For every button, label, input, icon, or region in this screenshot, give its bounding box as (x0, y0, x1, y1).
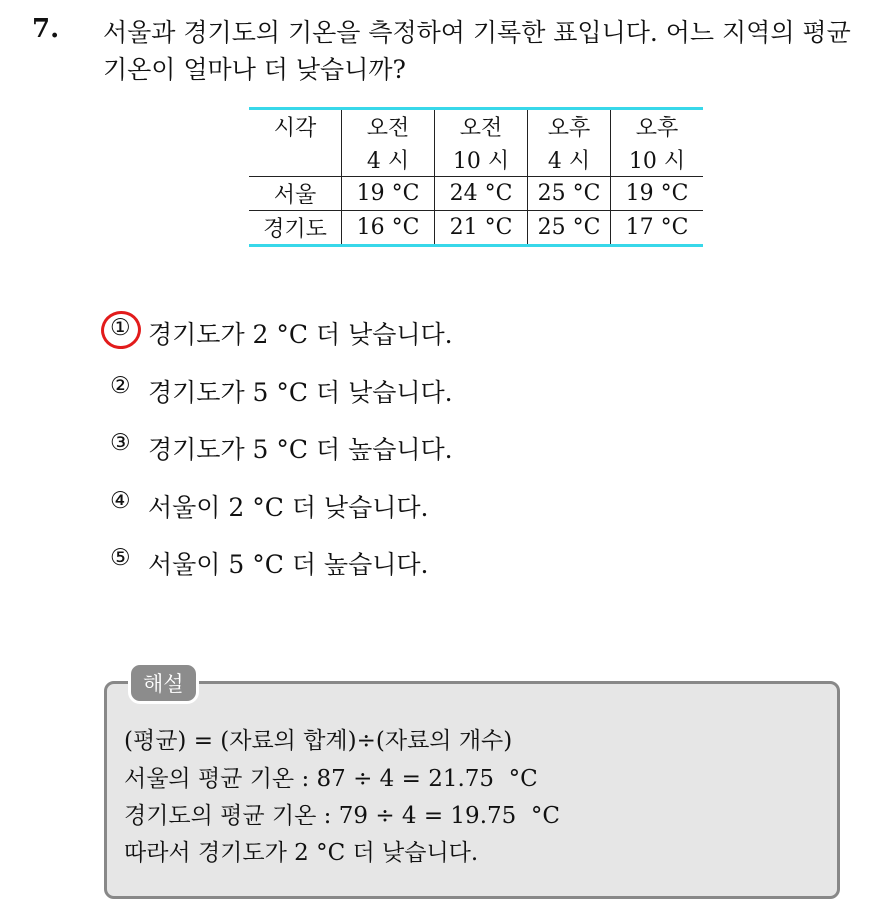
option-mark: ⑤ (110, 545, 131, 571)
table-row (249, 211, 703, 246)
explanation-line-3: 경기도의 평균 기온 : 79 ÷ 4 = 19.75 °C (124, 803, 560, 829)
table-cell: 19 °C (611, 177, 704, 211)
question-line-2: 기온이 얼마나 더 낮습니까? (103, 55, 406, 84)
temperature-table (249, 107, 703, 247)
answer-options (110, 315, 453, 603)
option-mark: ④ (110, 487, 131, 514)
explanation-line-2: 서울의 평균 기온 : 87 ÷ 4 = 21.75 °C (124, 766, 538, 792)
row-label: 서울 (249, 177, 342, 211)
header-cell: 10 시 (611, 143, 704, 177)
answer-option-3[interactable] (110, 430, 453, 488)
question-line-1: 서울과 경기도의 기온을 측정하여 기록한 표입니다. 어느 지역의 평균 (103, 18, 851, 47)
option-mark: ② (110, 372, 131, 399)
option-text: 서울이 5 °C 더 높습니다. (148, 550, 429, 579)
explanation-line-1: (평균) = (자료의 합계)÷(자료의 개수) (124, 728, 513, 754)
header-cell: 4 시 (342, 143, 435, 177)
table-row (249, 177, 703, 211)
header-cell: 4 시 (528, 143, 611, 177)
table-cell: 17 °C (611, 211, 704, 246)
header-cell: 오후 (528, 109, 611, 144)
header-cell: 오전 (342, 109, 435, 144)
explanation-tag: 해설 (128, 662, 199, 704)
option-text: 서울이 2 °C 더 낮습니다. (148, 492, 429, 522)
header-cell (249, 143, 342, 177)
header-cell: 시각 (273, 116, 317, 141)
option-text: 경기도가 5 °C 더 낮습니다. (148, 377, 453, 407)
header-cell: 10 시 (435, 143, 528, 177)
answer-option-1[interactable] (110, 315, 453, 373)
table-cell: 16 °C (342, 211, 435, 246)
question-text (103, 14, 873, 88)
table-cell: 25 °C (528, 177, 611, 211)
header-cell: 오전 (435, 109, 528, 144)
table-cell: 24 °C (435, 177, 528, 211)
table-header-row-top (249, 109, 703, 144)
table-cell: 21 °C (435, 211, 528, 246)
table-cell: 19 °C (342, 177, 435, 211)
question-number: 7. (32, 14, 60, 44)
option-text: 경기도가 2 °C 더 낮습니다. (148, 320, 453, 349)
answer-option-2[interactable] (110, 373, 453, 431)
answer-option-5[interactable] (110, 545, 453, 603)
option-text: 경기도가 5 °C 더 높습니다. (148, 435, 453, 464)
header-cell: 오후 (611, 109, 704, 144)
table-header-row-bottom (249, 143, 703, 177)
option-mark: ① (110, 315, 131, 341)
answer-option-4[interactable] (110, 488, 453, 546)
row-label: 경기도 (249, 211, 342, 246)
explanation-line-4: 따라서 경기도가 2 °C 더 낮습니다. (124, 840, 479, 866)
option-mark: ③ (110, 430, 131, 456)
table-cell: 25 °C (528, 211, 611, 246)
